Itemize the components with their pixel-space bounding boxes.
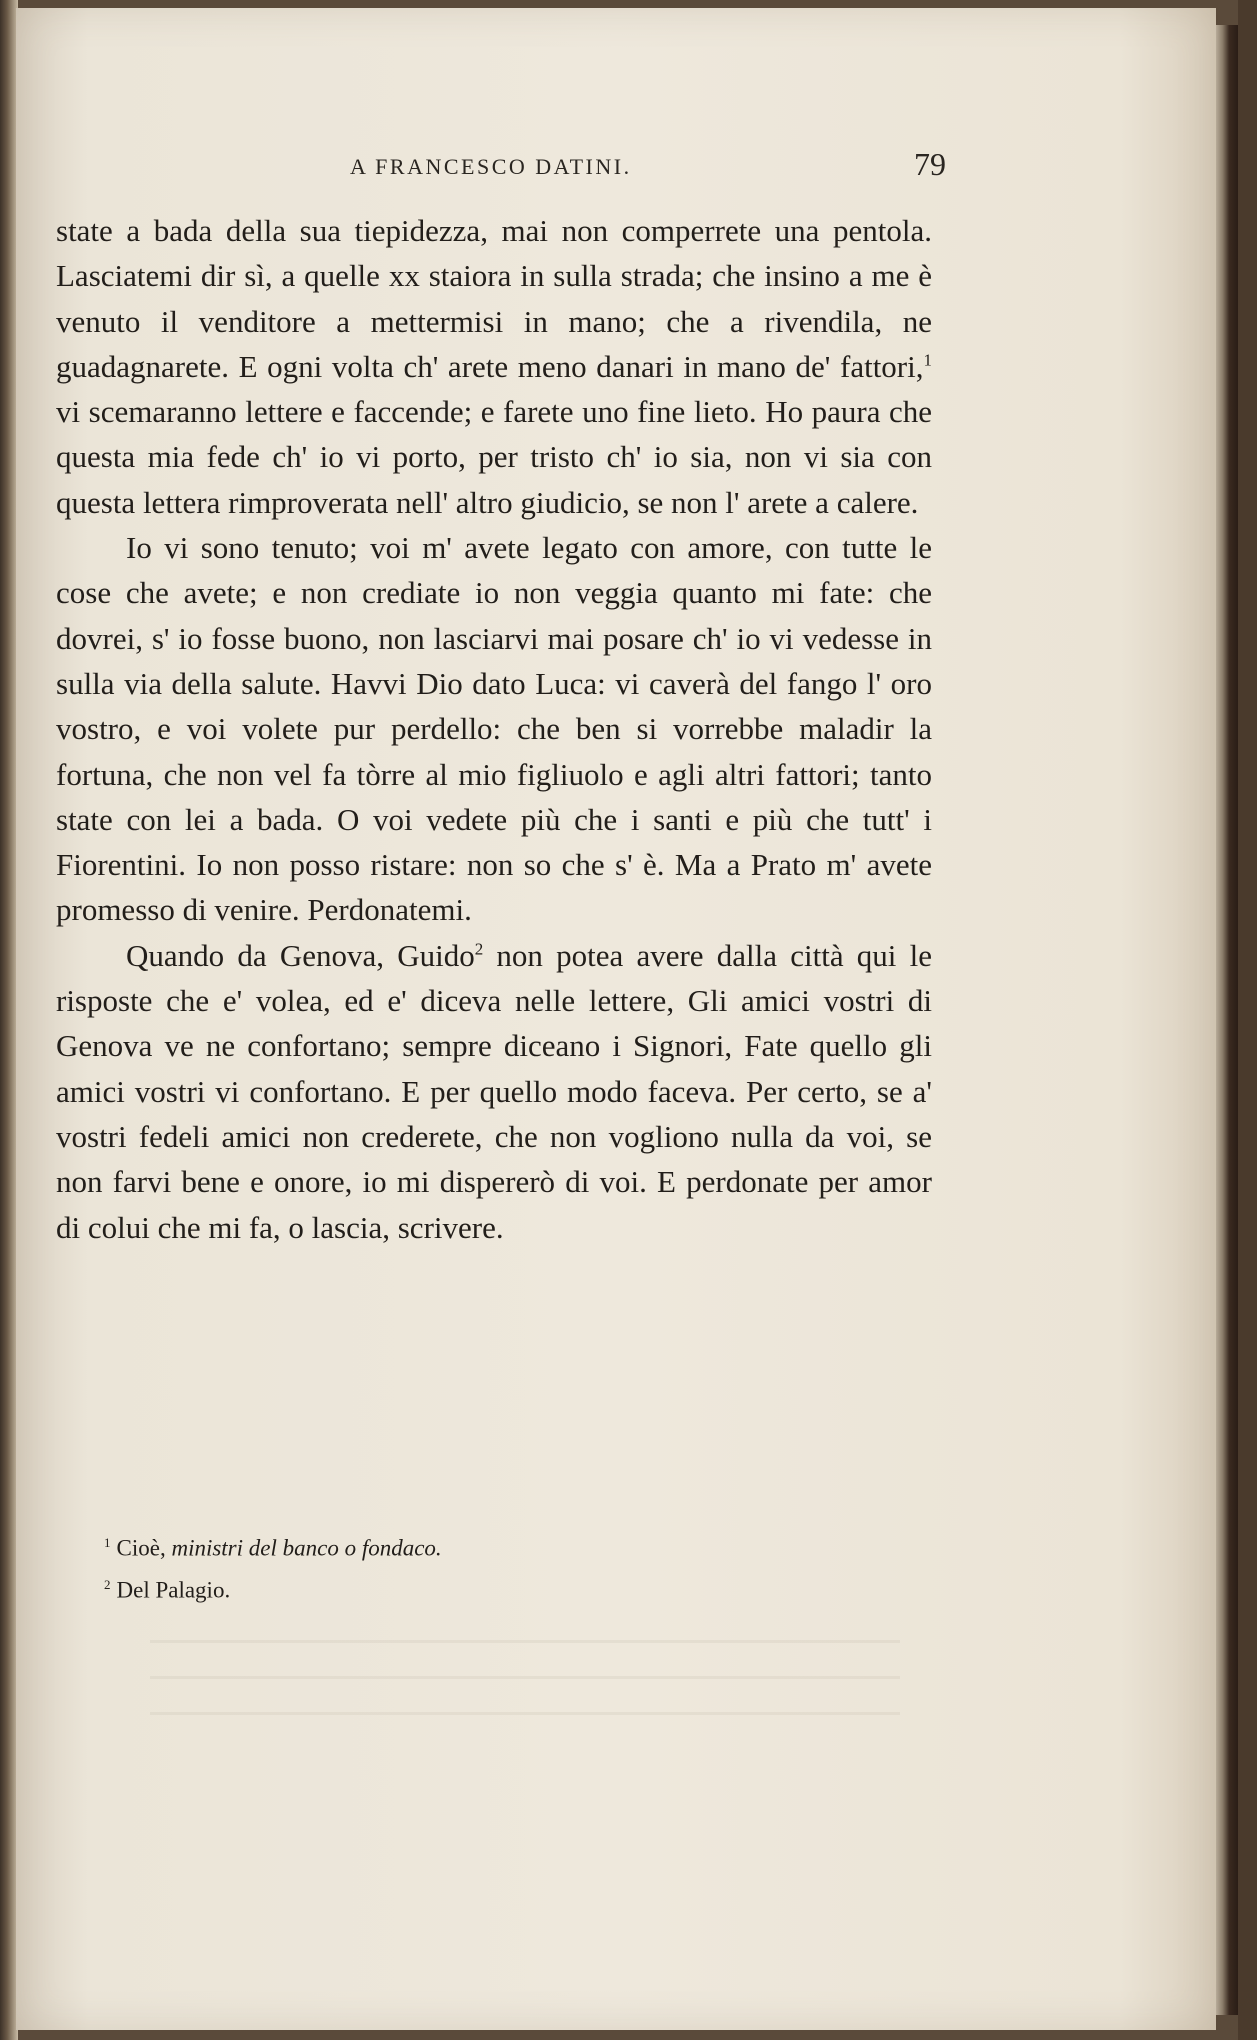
paragraph-3-part-a: Quando da Genova, Guido <box>126 937 475 973</box>
book-cover-edge <box>1238 0 1257 2040</box>
footnote-2 <box>104 1567 904 1609</box>
page-number: 79 <box>914 146 946 182</box>
paragraph-3 <box>56 933 932 1250</box>
show-through-text <box>150 1640 900 1740</box>
footnote-1-lead: Cioè, <box>116 1535 166 1561</box>
footnote-1-mark: 1 <box>104 1535 111 1550</box>
footnotes <box>104 1525 904 1608</box>
page-stack-edge <box>1216 25 1238 2015</box>
footnote-ref-2: 2 <box>474 939 484 959</box>
paragraph-1 <box>56 208 932 525</box>
page-header <box>60 146 946 190</box>
paragraph-3-part-b: non potea avere dalla città qui le risposte che e' volea, ed e' diceva nelle lettere, Gli amici vostri di Genova ve ne confortano; sempre diceano i Signori, Fate quello gli amici vostri vi confortano. E per quello modo faceva. Per certo, se a' vostri fedeli amici non crederete, che non vogliono nulla da voi, se non farvi bene e onore, io mi dispererò di voi. E perdonate per amor di colui che mi fa, o lascia, scrivere. <box>56 937 932 1245</box>
footnote-2-mark: 2 <box>104 1576 111 1592</box>
facing-page-fragments <box>0 170 16 1970</box>
paragraph-2: Io vi sono tenuto; voi m' avete legato con amore, con tutte le cose che avete; e non crediate io non veggia quanto mi fate: che dovrei, s' io fosse buono, non lasciarvi mai posare ch' io vi vedesse in sulla via della salute. Havvi Dio dato Luca: vi caverà del fango l' oro vostro, e voi volete pur perdello: che ben si vorrebbe maladir la fortuna, che non vel fa tòrre al mio figliuolo e agli altri fattori; tanto state con lei a bada. O voi vedete più che i santi e più che tutt' i Fiorentini. Io non posso ristare: non so che s' è. Ma a Prato m' avete promesso di venire. Perdonatemi. <box>56 530 932 928</box>
body-text <box>56 208 932 1250</box>
footnote-1 <box>104 1525 904 1567</box>
footnote-2-lead: Del Palagio. <box>116 1577 231 1603</box>
paragraph-1-part-a: state a bada della sua tiepidezza, mai non comperrete una pentola. Lasciatemi dir sì, a quelle xx staiora in sulla strada; che insino a me è venuto il venditore a mettermisi in mano; che a rivendila, ne guadagnarete. E ogni volta ch' arete meno danari in mano de' fattori, <box>56 213 932 384</box>
running-head: A FRANCESCO DATINI. <box>350 154 632 179</box>
paragraph-1-part-b: vi scemaranno lettere e faccende; e farete uno fine lieto. Ho paura che questa mia fede ch' io vi porto, per tristo ch' io sia, non vi sia con questa lettera rimproverata nell' altro giudicio, se non l' arete a calere. <box>56 394 932 520</box>
footnote-1-text: ministri del banco o fondaco. <box>171 1535 442 1561</box>
footnote-ref-1: 1 <box>923 350 932 370</box>
